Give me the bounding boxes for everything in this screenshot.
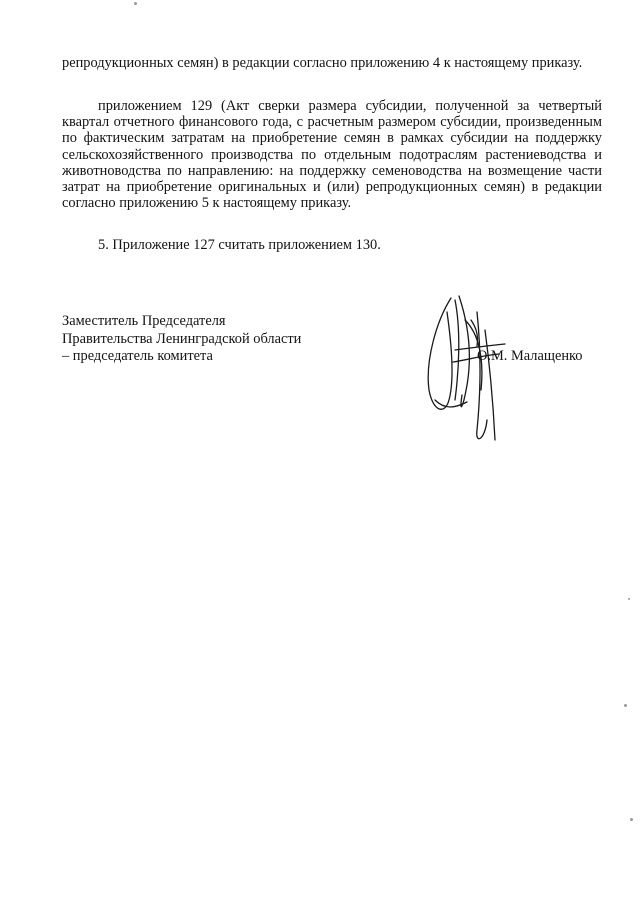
paragraph-continuation: репродукционных семян) в редакции согласно приложению 4 к настоящему приказу. (62, 55, 583, 71)
position-line-1: Заместитель Председателя (62, 313, 226, 329)
position-line-3: – председатель комитета (62, 348, 213, 364)
scan-speck (134, 2, 137, 5)
paragraph-item-5: 5. Приложение 127 считать приложением 130. (98, 237, 381, 253)
signer-name: О.М. Малащенко (477, 348, 583, 364)
paragraph-appendix-129: приложением 129 (Акт сверки размера субсидии, полученной за четвертый квартал отчетного финансового года, с расчетным размером субсидии, произведенным по фактическим затратам на приобретение семян в рамках субсидии на поддержку сельскохозяйственного производства по отдельным подотраслям растениеводства и животноводства по направлению: на поддержку семеноводства на возмещение части затрат на приобретение оригинальных и (или) репродукционных семян) в редакции согласно приложению 5 к настоящему приказу. (62, 98, 602, 212)
scan-speck (630, 818, 633, 821)
signer-position (62, 313, 301, 366)
handwritten-signature (415, 290, 525, 450)
scan-speck (624, 704, 627, 707)
scan-speck (628, 598, 630, 600)
position-line-2: Правительства Ленинградской области (62, 330, 302, 347)
